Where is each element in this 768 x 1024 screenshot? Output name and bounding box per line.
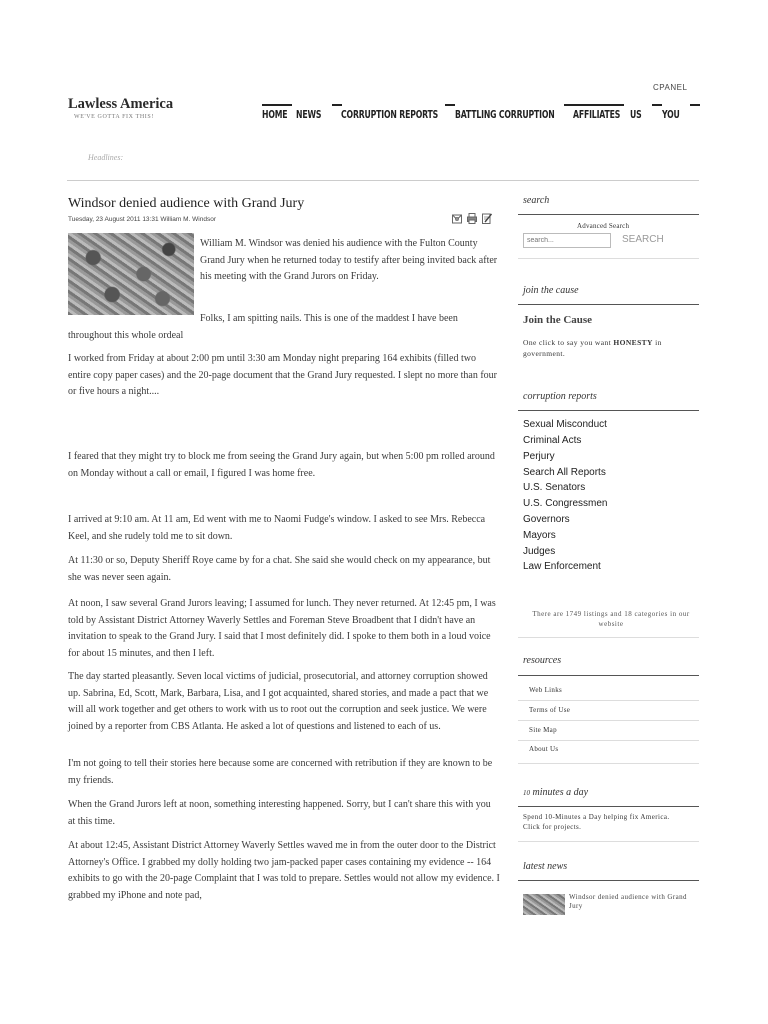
header-divider xyxy=(67,180,699,181)
tenmin-heading-num: 10 xyxy=(523,789,530,797)
site-tagline: WE'VE GOTTA FIX THIS! xyxy=(74,114,154,120)
resources-link[interactable]: Terms of Use xyxy=(529,706,571,714)
print-icon[interactable] xyxy=(467,213,477,224)
nav-label: HOME xyxy=(262,109,288,121)
join-title: Join the Cause xyxy=(523,314,593,326)
nav-corruption-reports[interactable] xyxy=(332,100,438,126)
article-paragraph: At 11:30 or so, Deputy Sheriff Roye came by for a chat. She said she would check on my appearance, but she was never seen again. xyxy=(68,555,491,583)
nav-bar xyxy=(445,104,455,106)
article-paragraph: I'm not going to tell their stories here because some are concerned with retribution if they are known to be my friends. xyxy=(68,758,493,786)
report-link[interactable]: U.S. Senators xyxy=(523,482,586,493)
tenmin-text-body: Spend 10-Minutes a Day helping fix America. xyxy=(523,813,670,821)
sidebar-divider xyxy=(518,304,699,305)
sidebar-divider xyxy=(518,720,699,721)
nav-label: NEWS xyxy=(296,109,322,121)
report-link[interactable]: Law Enforcement xyxy=(523,561,601,572)
nav-bar xyxy=(262,104,292,106)
resources-link[interactable]: Site Map xyxy=(529,726,557,734)
search-input[interactable] xyxy=(523,233,611,248)
nav-label: YOU xyxy=(662,109,680,121)
main-nav xyxy=(262,100,700,126)
sidebar-divider xyxy=(518,214,699,215)
nav-label: US xyxy=(630,109,642,121)
report-link[interactable]: Search All Reports xyxy=(523,467,606,478)
join-text-strong: HONESTY xyxy=(613,338,653,347)
search-button[interactable]: SEARCH xyxy=(622,234,664,245)
report-link[interactable]: Sexual Misconduct xyxy=(523,419,607,430)
search-heading: search xyxy=(523,195,550,206)
sidebar-divider xyxy=(518,637,699,638)
report-link[interactable]: Governors xyxy=(523,514,570,525)
resources-link[interactable]: About Us xyxy=(529,745,559,753)
article-title[interactable]: Windsor denied audience with Grand Jury xyxy=(68,196,305,211)
news-thumbnail[interactable] xyxy=(523,894,565,915)
report-link[interactable]: Judges xyxy=(523,546,556,557)
email-icon[interactable] xyxy=(452,213,462,224)
sidebar-divider xyxy=(518,700,699,701)
report-link[interactable]: Perjury xyxy=(523,451,555,462)
article-meta: Tuesday, 23 August 2011 13:31 William M. Windsor xyxy=(68,216,217,223)
report-link[interactable]: Mayors xyxy=(523,530,556,541)
join-heading: join the cause xyxy=(523,285,579,296)
sidebar-divider xyxy=(518,740,699,741)
nav-bar xyxy=(690,104,700,106)
sidebar-divider xyxy=(518,410,699,411)
sidebar-divider xyxy=(518,763,699,764)
nav-affiliates[interactable] xyxy=(564,100,630,126)
sidebar-divider xyxy=(518,841,699,842)
cpanel-link[interactable]: CPANEL xyxy=(653,83,688,92)
join-text[interactable] xyxy=(523,337,699,359)
sidebar-divider xyxy=(518,675,699,676)
sidebar-divider xyxy=(518,258,699,259)
article-paragraph: When the Grand Jurors left at noon, something interesting happened. Sorry, but I can't share this with you at this time. xyxy=(68,799,491,827)
advanced-search-link[interactable]: Advanced Search xyxy=(577,222,630,230)
article-paragraph: The day started pleasantly. Seven local victims of judicial, prosecutorial, and attorney corruption showed up. Sabrina, Ed, Scott, Mark, Barbara, Lisa, and I got acquainted, shared stories, and made a pact that we will all work together and get others to work with us to root out the corruption and seek justice. We were joined by a reporter from CBS Atlanta. He asked a lot of questions and listened to each of us. xyxy=(68,671,489,732)
nav-news[interactable] xyxy=(296,100,332,126)
resources-link[interactable]: Web Links xyxy=(529,686,563,694)
latest-news-link[interactable]: Windsor denied audience with Grand Jury xyxy=(569,893,687,910)
join-text-prefix: One click to say you want xyxy=(523,338,614,347)
report-link[interactable]: U.S. Congressmen xyxy=(523,498,608,509)
nav-bar xyxy=(652,104,662,106)
tenmin-text xyxy=(523,813,699,832)
resources-heading: resources xyxy=(523,655,562,666)
tenmin-heading-text: minutes a day xyxy=(530,787,589,798)
article-photo xyxy=(68,233,194,315)
nav-label: CORRUPTION REPORTS xyxy=(341,109,439,121)
article-paragraph: I arrived at 9:10 am. At 11 am, Ed went with me to Naomi Fudge's window. I asked to see Mrs. Rebecca Keel, and she rudely told me to sit down. xyxy=(68,514,486,542)
join-text-suffix: in government. xyxy=(523,338,662,358)
sidebar-divider xyxy=(518,806,699,807)
nav-bar xyxy=(564,104,624,106)
article-paragraph: At noon, I saw several Grand Jurors leaving; I assumed for lunch. They never returned. At 12:45 pm, I was told by Assistant District Attorney Waverly Settles and Foreman Steve Broadbent that I didn't have an invitation to speak to the Grand Jury. I said that I most definitely did. I spoke to them both in a loud voice for about 15 minutes, and then I left. xyxy=(68,598,496,659)
nav-label: AFFILIATES xyxy=(573,109,621,121)
listings-count: There are 1749 listings and 18 categories in our website xyxy=(532,610,690,628)
nav-battling-corruption[interactable] xyxy=(445,100,553,126)
article-paragraph: I worked from Friday at about 2:00 pm until 3:30 am Monday night preparing 164 exhibits (filled two entire copy paper cases) and the 20-page document that the Grand Jury requested. I slept no more than four or five hours a night.... xyxy=(68,353,498,397)
report-link[interactable]: Criminal Acts xyxy=(523,435,582,446)
headlines-label: Headlines: xyxy=(88,153,124,162)
tenmin-projects-link[interactable]: Click for projects. xyxy=(523,822,582,831)
edit-icon[interactable] xyxy=(482,213,492,224)
article-paragraph: Folks, I am spitting nails. This is one of the maddest I have been throughout this whole ordeal xyxy=(68,313,458,341)
news-heading: latest news xyxy=(523,861,568,872)
nav-you[interactable] xyxy=(652,100,700,126)
nav-us[interactable] xyxy=(630,100,654,126)
nav-label: BATTLING CORRUPTION xyxy=(455,109,555,121)
article-paragraph: I feared that they might try to block me from seeing the Grand Jury again, but when 5:00 pm rolled around on Monday without a call or email, I figured I was home free. xyxy=(68,451,495,479)
article-paragraph: William M. Windsor was denied his audience with the Fulton County Grand Jury when he returned today to testify after being invited back after his meeting with the Grand Jurors on Friday. xyxy=(200,238,498,282)
site-title[interactable]: Lawless America xyxy=(68,96,174,112)
nav-bar xyxy=(332,104,342,106)
nav-home[interactable] xyxy=(262,100,292,126)
tenmin-heading xyxy=(523,787,588,798)
sidebar-divider xyxy=(518,880,699,881)
reports-heading: corruption reports xyxy=(523,391,597,402)
article-paragraph: At about 12:45, Assistant District Attorney Waverly Settles waved me in from the outer door to the District Attorney's Office. I grabbed my dolly holding two jam-packed paper cases containing my evidence -- 164 exhibits to go with the 20-page Complaint that I was told to prepare. Settles would not allow my evidence. I grabbed my iPhone and note pad, xyxy=(68,840,500,901)
